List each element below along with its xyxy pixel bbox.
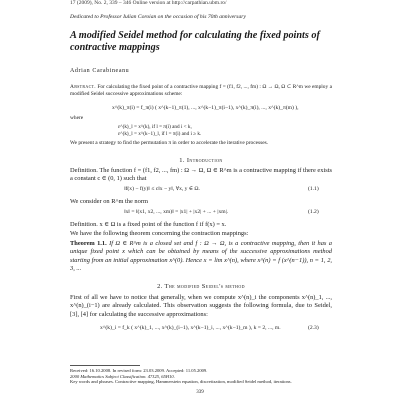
equation-1-1-number: (1.1) xyxy=(308,186,319,192)
keywords: Key words and phrases. Contractive mapping, Hammerstein equation, discretization, modified Seidel method, iterations. xyxy=(70,379,292,385)
abstract-where: where xyxy=(70,115,84,121)
abstract-equation: x^(k)_π(i) = f_π(i) ( x^(k−1)_π(1), ..., x^(k−1)_π(i−1), x^(k)_π(i), ..., x^(k)_π(m) ), xyxy=(112,105,299,111)
footnote-rule xyxy=(70,365,140,366)
equation-1-1-body: ‖f(x) − f(y)‖ ≤ c‖x − y‖, ∀x, y ∈ Ω. xyxy=(124,186,200,192)
theorem-text: If Ω ∈ R^m is a closed set and f : Ω → Ω, is a contractive mapping, then it has a unique fixed point x which can be obtained by means of the successive approximations method starting from an initial approximation x^(0). Hence x = lim x^(n), where x^(n) = f (x^(n−1)), n = 1, 2, 3, ... xyxy=(70,240,332,273)
section-1-definition: Definition. The function f = (f1, f2, ..., fm) : Ω → Ω, Ω ∈ R^m is a contractive mapping if there exists a constant c ∈ (0, 1) such that xyxy=(70,167,332,183)
received-dates: Received: 16.10.2008. In revised form: 23.03.2009. Accepted: 11.05.2009. xyxy=(70,368,208,373)
msc-classification: 2000 Mathematics Subject Classification. 47J25, 65H10. xyxy=(70,373,175,379)
section-1-title: 1. Introduction xyxy=(179,157,223,164)
equation-1-2-number: (1.2) xyxy=(308,209,319,215)
abstract-case-1: ε^(k)_l = x^(k), if l = π(i) and i < k, xyxy=(118,124,192,130)
fixed-point-definition: Definition. x ∈ Ω is a fixed point of the function f if f(x) = x. xyxy=(70,221,227,228)
equation-2-3-body: x^(k)_i = f_k ( x^(k)_1, ..., x^(k)_(i−1), x^(k−1)_i, ..., x^(k−1)_m ), k = 2, ..., m. xyxy=(100,325,281,331)
theorem-label: Theorem 1.1. xyxy=(70,240,107,247)
abstract-closing: We present a strategy to find the permutation π in order to accelerate the iterative processes. xyxy=(70,140,269,146)
section-2-title: 2. The modified Seidel's method xyxy=(157,283,245,290)
equation-2-3-number: (2.3) xyxy=(308,325,319,331)
abstract-case-2: ε^(k)_l = x^(k−1)_l, if l = π(i) and i ≥ k. xyxy=(118,131,202,137)
page-number: 339 xyxy=(196,390,204,395)
footnotes xyxy=(70,368,332,385)
paper-title: A modified Seidel method for calculating the fixed points of contractive mappings xyxy=(70,30,320,53)
theorem-1-1 xyxy=(70,240,332,274)
abstract-label: Abstract. xyxy=(70,84,96,90)
equation-1-2-body: ‖x‖ = ‖(x1, x2, ..., xm)‖ = |x1| + |x2| + ... + |xm|. xyxy=(124,209,229,215)
abstract xyxy=(70,84,332,98)
section-2-paragraph: First of all we have to notice that generally, when we compute x^(n)_i the components x^(n)_1, ..., x^(n)_(i−1) are already calculated. This observation suggests the following formula, due to Seidel, [3], [4] for calculating the successive approximations: xyxy=(70,294,332,318)
theorem-intro: We have the following theorem concerning the contraction mappings: xyxy=(70,230,249,237)
author-name: Adrian Carabineanu xyxy=(70,68,130,74)
running-header: 17 (2009), No. 2, 339 – 346 Online version at http://carpathian.ubm.ro/ xyxy=(70,0,227,6)
norm-intro: We consider on R^m the norm xyxy=(70,198,148,205)
dedication: Dedicated to Professor Iulian Coroian on the occasion of his 70th anniversary xyxy=(70,14,246,20)
abstract-text: For calculating the fixed point of a contractive mapping f = (f1, f2, ..., fm) : Ω → Ω, Ω ⊂ R^m we employ a modified Seidel successive approximations scheme: xyxy=(70,84,332,98)
